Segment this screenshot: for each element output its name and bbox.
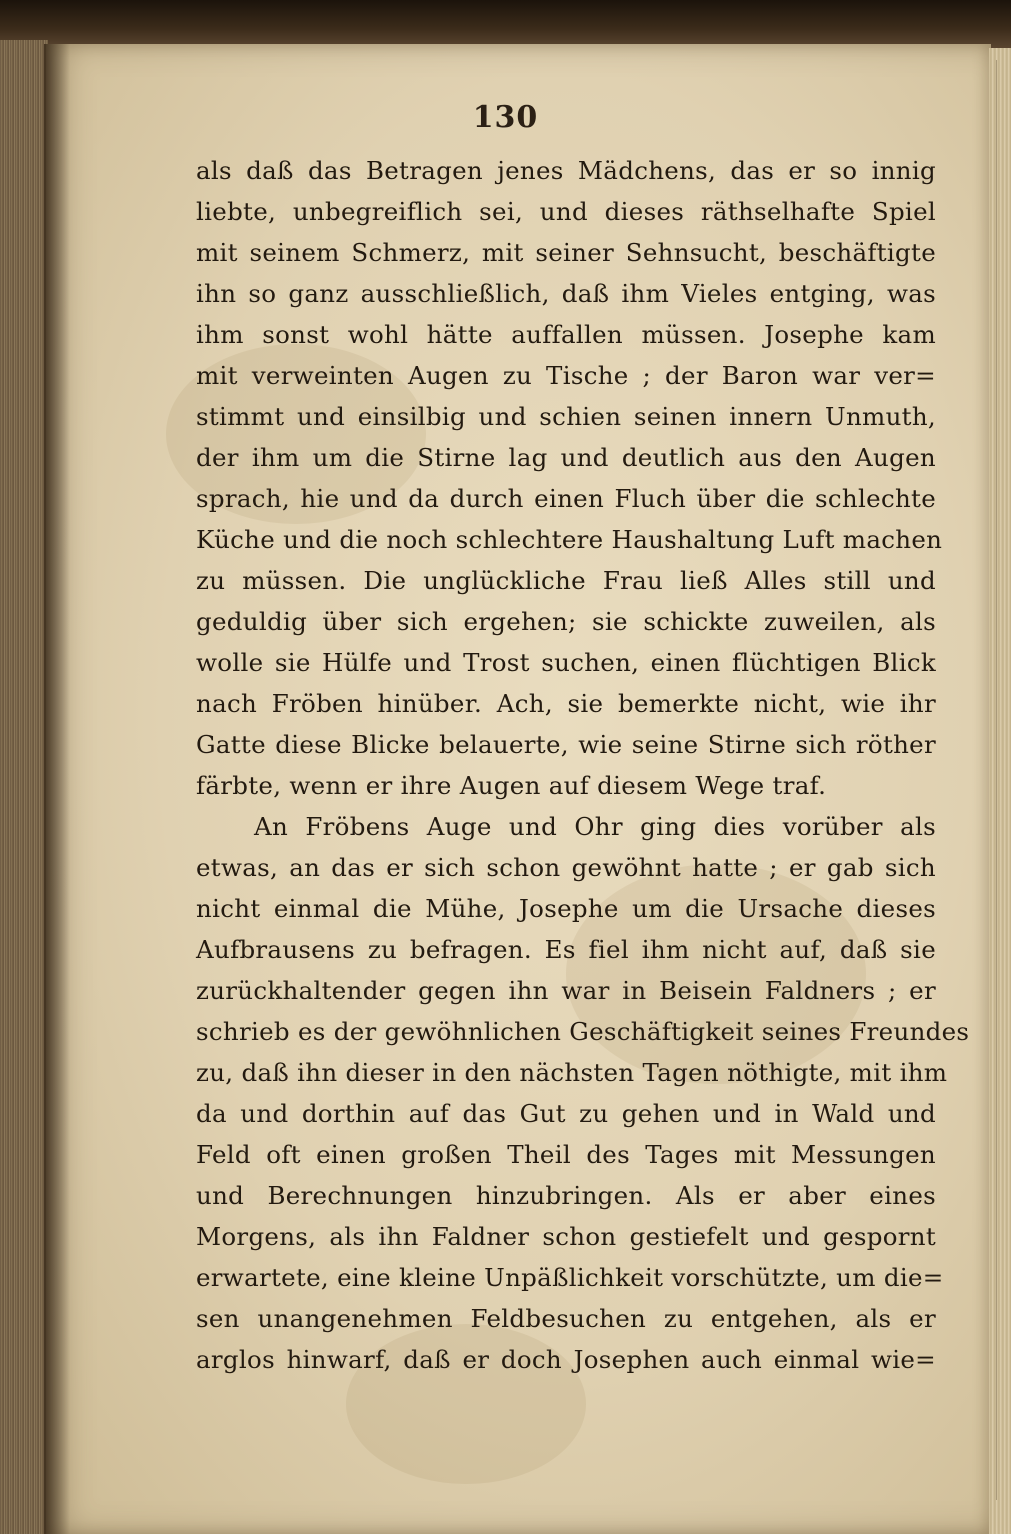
text-line: stimmt und einsilbig und schien seinen innern Unmuth,: [196, 402, 936, 431]
text-line: geduldig über sich ergehen; sie schickte zuweilen, als: [196, 607, 936, 636]
text-line: liebte, unbegreiflich sei, und dieses räthselhafte Spiel: [196, 197, 936, 226]
text-line: da und dorthin auf das Gut zu gehen und in Wald und: [196, 1099, 936, 1128]
text-line: schrieb es der gewöhnlichen Geschäftigkeit seines Freundes: [196, 1017, 970, 1046]
text-line: ihn so ganz ausschließlich, daß ihm Vieles entging, was: [196, 279, 936, 308]
text-line: mit seinem Schmerz, mit seiner Sehnsucht, beschäftigte: [196, 238, 936, 267]
paragraph-start-line: An Fröbens Auge und Ohr ging dies vorüber als: [254, 812, 936, 841]
text-line: erwartete, eine kleine Unpäßlichkeit vorschützte, um die=: [196, 1263, 944, 1292]
text-line: sen unangenehmen Feldbesuchen zu entgehen, als er: [196, 1304, 936, 1333]
text-line: zurückhaltender gegen ihn war in Beisein Faldners ; er: [196, 976, 936, 1005]
text-line: nicht einmal die Mühe, Josephe um die Ursache dieses: [196, 894, 936, 923]
text-line: Morgens, als ihn Faldner schon gestiefelt und gespornt: [196, 1222, 936, 1251]
page-edge-line: [996, 60, 997, 1500]
text-line: und Berechnungen hinzubringen. Als er aber eines: [196, 1181, 936, 1210]
text-line: sprach, hie und da durch einen Fluch über die schlechte: [196, 484, 936, 513]
text-line: der ihm um die Stirne lag und deutlich aus den Augen: [196, 443, 936, 472]
text-line: als daß das Betragen jenes Mädchens, das er so innig: [196, 156, 936, 185]
text-line: mit verweinten Augen zu Tische ; der Baron war ver=: [196, 361, 936, 390]
page-number: 130: [472, 100, 539, 135]
text-line: arglos hinwarf, daß er doch Josephen auch einmal wie=: [196, 1345, 936, 1374]
text-line: Feld oft einen großen Theil des Tages mit Messungen: [196, 1140, 936, 1169]
binding-top-edge: [0, 0, 1011, 48]
text-line: Küche und die noch schlechtere Haushaltung Luft machen: [196, 525, 943, 554]
text-line: ihm sonst wohl hätte auffallen müssen. Josephe kam: [196, 320, 936, 349]
paragraph-end-line: färbte, wenn er ihre Augen auf diesem Wege traf.: [196, 771, 827, 800]
body-text: [196, 150, 970, 1380]
right-page-stack: [989, 48, 1011, 1534]
text-line: nach Fröben hinüber. Ach, sie bemerkte nicht, wie ihr: [196, 689, 936, 718]
text-line: etwas, an das er sich schon gewöhnt hatte ; er gab sich: [196, 853, 936, 882]
text-line: Aufbrausens zu befragen. Es fiel ihm nicht auf, daß sie: [196, 935, 936, 964]
text-line: wolle sie Hülfe und Trost suchen, einen flüchtigen Blick: [196, 648, 936, 677]
text-line: Gatte diese Blicke belauerte, wie seine Stirne sich röther: [196, 730, 936, 759]
text-line: zu müssen. Die unglückliche Frau ließ Alles still und: [196, 566, 936, 595]
text-line: zu, daß ihn dieser in den nächsten Tagen nöthigte, mit ihm: [196, 1058, 948, 1087]
gutter-shadow: [44, 44, 70, 1534]
left-page-stack: [0, 40, 48, 1534]
